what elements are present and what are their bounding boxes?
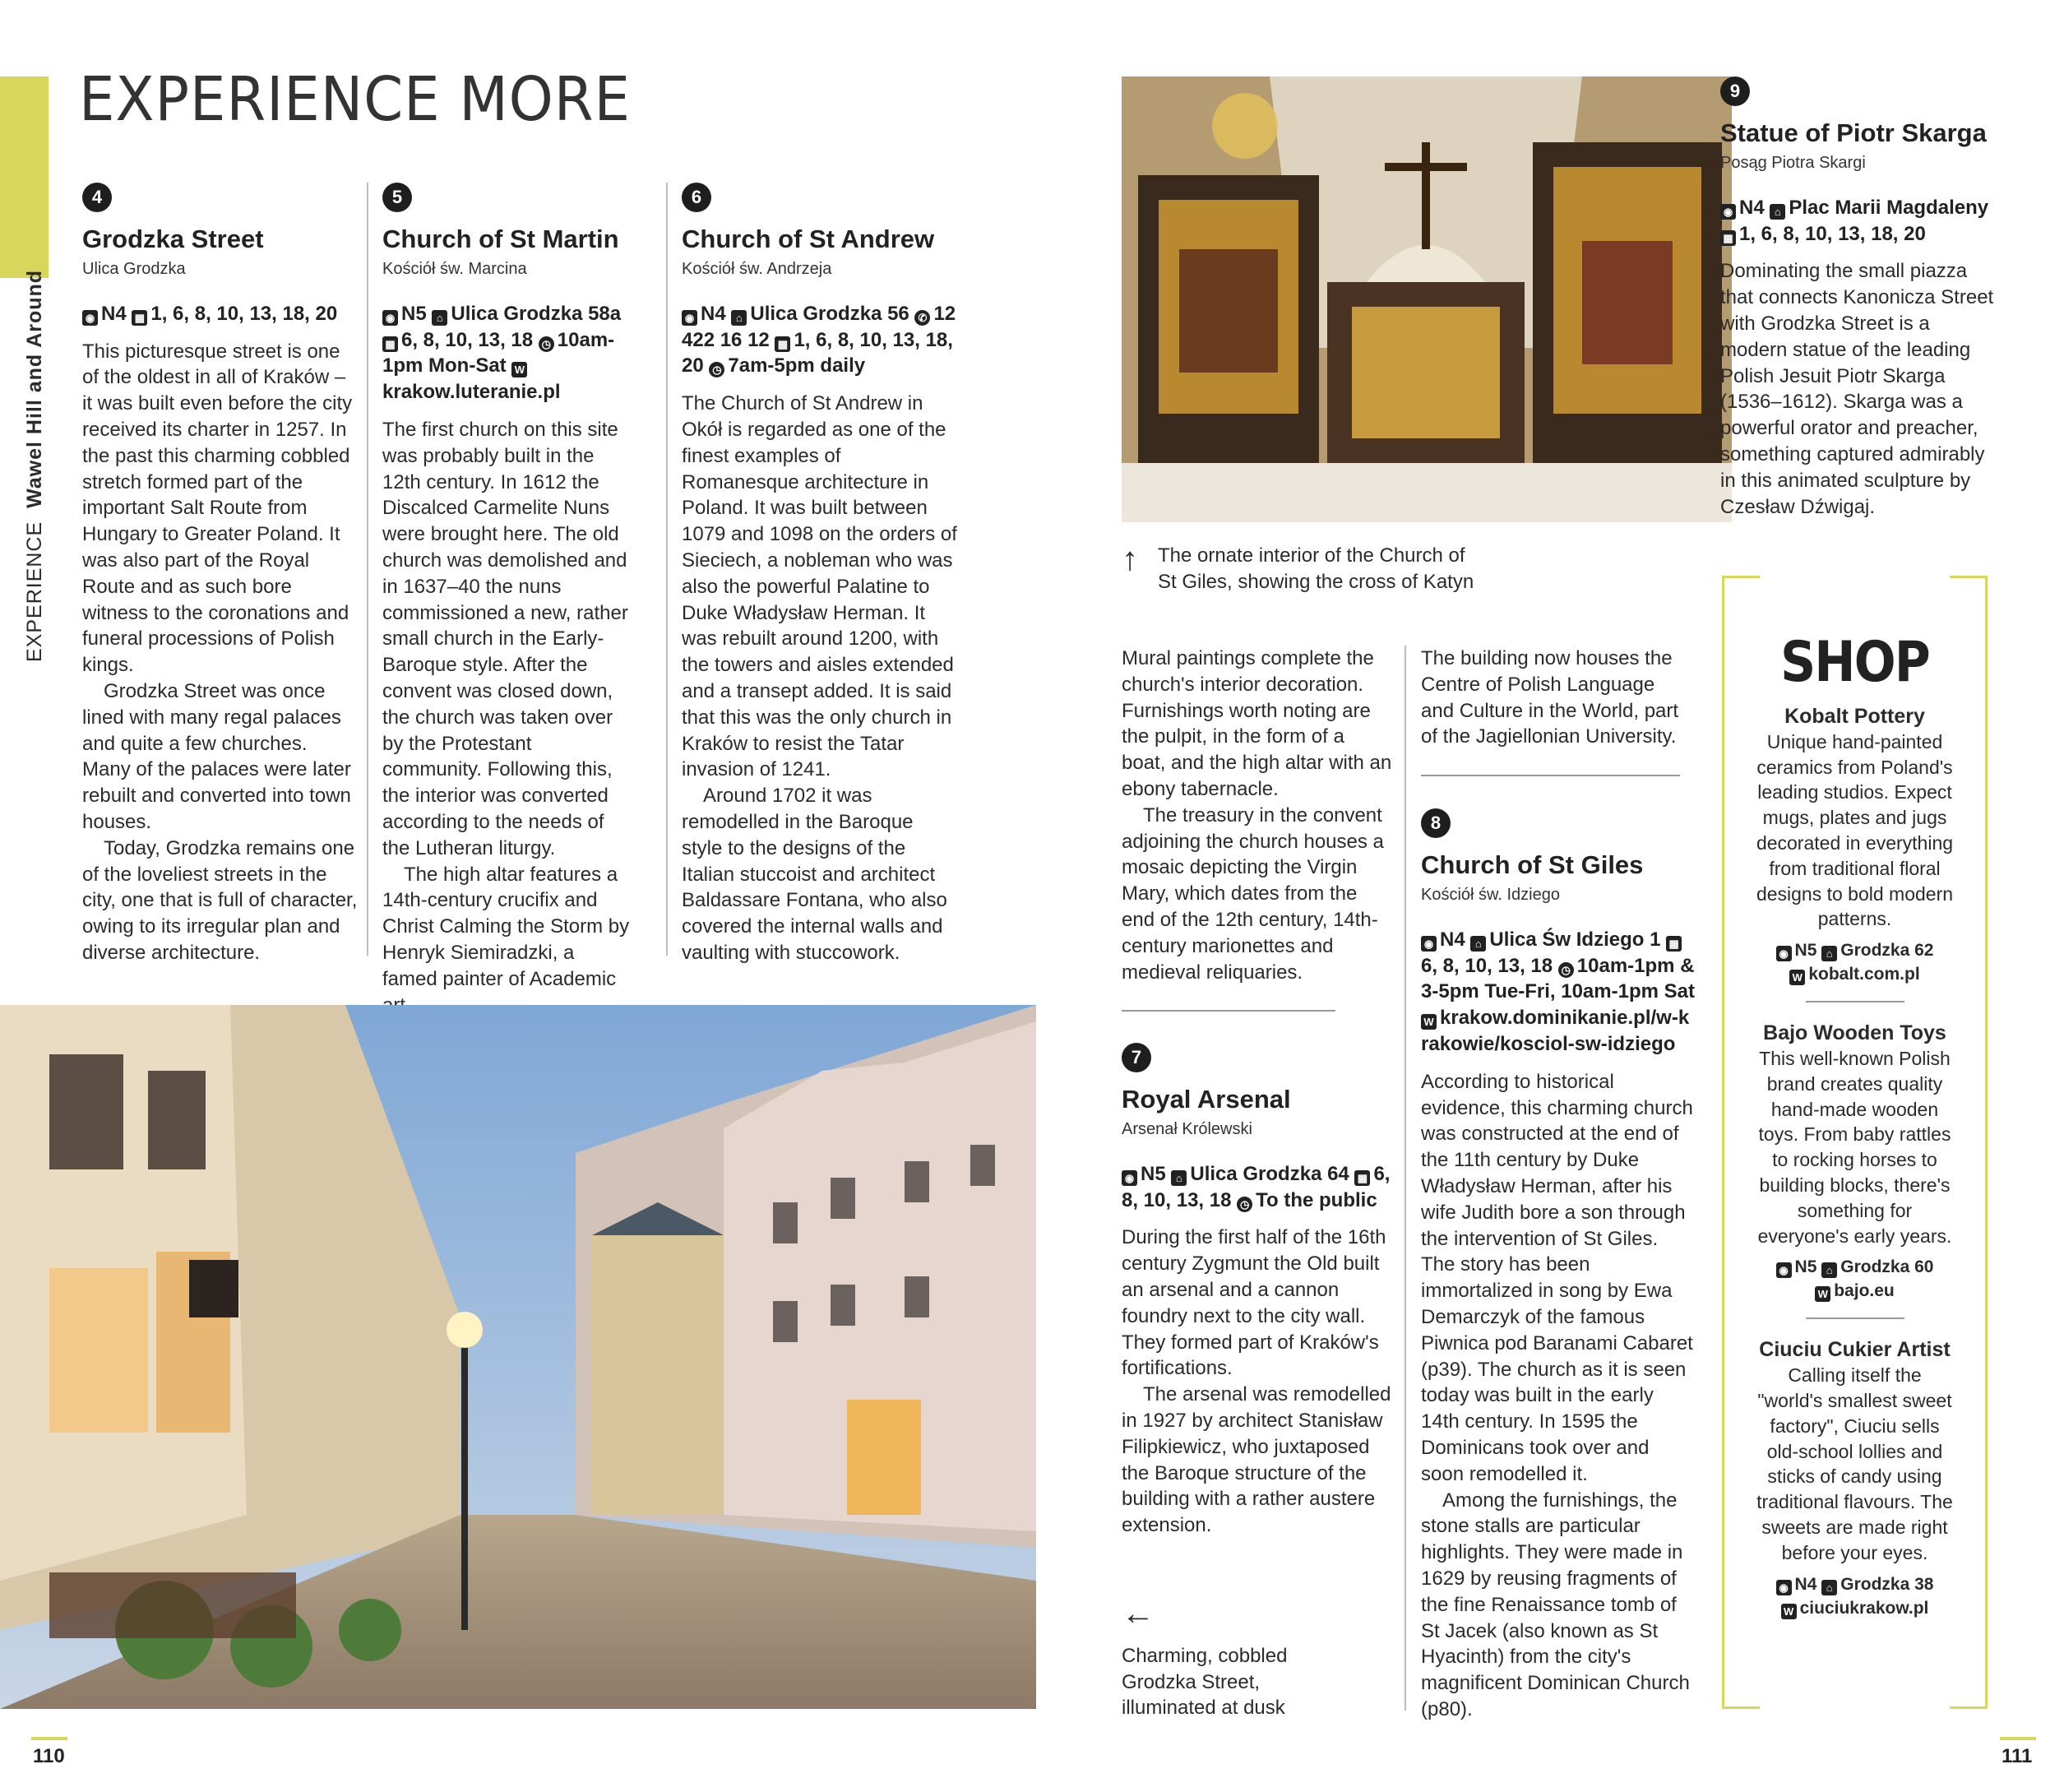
entry-grodzka-street — [82, 183, 358, 966]
entry-number: 6 — [682, 183, 711, 212]
entry-title: Church of St Giles — [1421, 850, 1644, 879]
page-number-left: 110 — [33, 1745, 65, 1767]
section-color-tab — [0, 76, 49, 278]
entry-info: ◉ N5 ⌂ Ulica Grodzka 64 ▦ 6, 8, 10, 13, 18 ◷ To the public — [1122, 1162, 1391, 1211]
entry-title: Grodzka Street — [82, 225, 264, 253]
entry-subtitle: Kościół św. Idziego — [1421, 886, 1560, 904]
entry-body: According to historical evidence, this charming church was constructed at the end of the 11th century by Duke Władysław Herman, after his wife Judith bore a son through the intervention of St Giles. The story has been immortalized in song by Ewa Demarczyk of the famous Piwnica pod Baranami Cabaret (p39). The church as it is seen today was built in the early 14th century. In 1595 the Dominicans took over and soon remodelled it. Among the furnishings, the stone stalls are particular highlights. They were made in 1629 by reusing fragments of the fine Renaissance tomb of St Jacek (also known as St Hyacinth) from the city's magnificent Dominican Church (p80). — [1421, 1070, 1693, 1720]
entry-body: This picturesque street is one of the oldest in all of Kraków – it was built even before the city received its charter in 1257. In the past this charming cobbled stretch formed part of the important Salt Route from Hungary to Greater Poland. It was also part of the Royal Route and as such bore witness to the coronations and funeral processions of Polish kings. Grodzka Street was once lined with many regal palaces and quite a few churches. Many of the palaces were later rebuilt and converted into town houses. Today, Grodzka remains one of the loveliest streets in the city, one that is full of character, owing to its irregular plan and diverse architecture. — [82, 340, 358, 964]
arrow-up-icon: ↑ — [1122, 541, 1138, 577]
st-giles-continuation-col2: The building now houses the Centre of Polish Language and Culture in the World, part of the Jagiellonian University. — [1421, 647, 1679, 748]
shop-item — [1722, 704, 1988, 986]
st-giles-interior-photo — [1122, 76, 1732, 522]
address-icon: ⌂ — [731, 310, 747, 326]
map-pin-icon: ◉ — [1720, 204, 1736, 220]
interior-photo-illustration — [1122, 76, 1732, 522]
map-pin-icon: ◉ — [382, 310, 398, 326]
shop-desc: Calling itself the "world's smallest sweet factory", Ciuciu sells old-school lollies and sticks of candy using traditional flavours. The sweets are made right before your eyes. — [1756, 1364, 1953, 1563]
page-number-bar-right — [2000, 1737, 2036, 1740]
entry-number: 7 — [1122, 1043, 1151, 1072]
entry-statue-piotr-skarga — [1720, 76, 1996, 520]
street-photo-caption: ← Charming, cobbled Grodzka Street, illuminated at dusk — [1122, 1595, 1368, 1721]
entry-church-st-andrew — [682, 183, 957, 966]
shop-separator — [1806, 1001, 1904, 1003]
column-divider — [367, 183, 368, 956]
web-icon: W — [1421, 1014, 1437, 1030]
entry-info: ◉ N4 ⌂ Plac Marii Magdaleny ▦ 1, 6, 8, 10, 13, 18, 20 — [1720, 195, 1996, 248]
clock-icon: ◷ — [1237, 1197, 1252, 1212]
map-pin-icon: ◉ — [1122, 1170, 1137, 1186]
entry-info: ◉ N4 ▦ 1, 6, 8, 10, 13, 18, 20 — [82, 301, 358, 327]
entry-separator — [1421, 775, 1680, 776]
map-pin-icon: ◉ — [1776, 946, 1792, 961]
address-icon: ⌂ — [1821, 1262, 1837, 1278]
entry-title: Royal Arsenal — [1122, 1085, 1291, 1114]
address-icon: ⌂ — [1470, 936, 1486, 952]
entry-subtitle: Kościół św. Andrzeja — [682, 260, 832, 278]
tram-icon: ▦ — [382, 336, 398, 352]
tram-icon: ▦ — [1354, 1170, 1370, 1186]
section-running-head: EXPERIENCE Wawel Hill and Around — [23, 269, 46, 662]
tram-icon: ▦ — [1720, 230, 1736, 246]
shop-sidebar — [1722, 576, 1988, 1709]
entry-title: Church of St Martin — [382, 225, 619, 253]
web-icon: W — [1789, 970, 1805, 985]
entry-subtitle: Kościół św. Marcina — [382, 260, 527, 278]
web-icon: W — [1781, 1604, 1797, 1619]
map-pin-icon: ◉ — [682, 310, 697, 326]
entry-info: ◉ N5 ⌂ Ulica Grodzka 58a ▦ 6, 8, 10, 13, 18 ◷ 10am-1pm Mon-Sat Wkrakow.luteranie.pl — [382, 302, 622, 404]
entry-body: During the first half of the 16th century Zygmunt the Old built an arsenal and a cannon foundry next to the city wall. They formed part of Kraków's fortifications. The arsenal was remodelled in 1927 by architect Stanisław Filipkiewicz, who juxtaposed the Baroque structure of the building with a rather austere extension. — [1122, 1226, 1391, 1537]
address-icon: ⌂ — [432, 310, 447, 326]
shop-info: ◉ N5 ⌂ Grodzka 62 W kobalt.com.pl — [1722, 938, 1988, 986]
entry-number: 5 — [382, 183, 412, 212]
column-divider — [1405, 646, 1406, 1711]
shop-info: ◉ N5 ⌂ Grodzka 60 W bajo.eu — [1722, 1255, 1988, 1303]
entry-title: Statue of Piotr Skarga — [1720, 118, 1987, 147]
page-number-bar-left — [31, 1737, 67, 1740]
entry-title: Church of St Andrew — [682, 225, 935, 253]
tram-icon: ▦ — [1666, 936, 1682, 952]
shop-content — [1722, 630, 1988, 1620]
entry-subtitle: Arsenał Królewski — [1122, 1120, 1252, 1138]
shop-name: Bajo Wooden Toys — [1763, 1021, 1946, 1045]
interior-photo-caption: ↑ The ornate interior of the Church of St Giles, showing the cross of Katyn — [1122, 541, 1474, 593]
phone-icon: ✆ — [914, 310, 930, 326]
shop-desc: Unique hand-painted ceramics from Poland's leading studios. Expect mugs, plates and jugs decorated in everything from traditional floral designs to bold modern patterns. — [1756, 730, 1954, 930]
entry-body: The Church of St Andrew in Okół is regarded as one of the finest examples of Romanesque architecture in Poland. It was built between 1079 and 1098 on the orders of Sieciech, a nobleman who was also the powerful Palatine to Duke Władysław Herman. It was rebuilt around 1200, with the towers and aisles extended and a transept added. It is said that this was the only church in Kraków to resist the Tatar invasion of 1241. Around 1702 it was remodelled in the Baroque style to the designs of the Italian stuccoist and architect Baldassare Fontana, who also covered the internal walls and vaulting with stuccowork. — [682, 392, 957, 964]
arrow-left-icon: ← — [1122, 1595, 1155, 1632]
address-icon: ⌂ — [1770, 204, 1785, 220]
column-divider — [666, 183, 668, 956]
shop-title: SHOP — [1780, 630, 1929, 695]
entry-church-st-giles — [1421, 808, 1696, 1723]
map-pin-icon: ◉ — [1421, 936, 1437, 952]
st-giles-continuation-col1: Mural paintings complete the church's interior decoration. Furnishings worth noting are the pulpit, in the form of a boat, and the high altar with an ebony tabernacle. The treasury in the convent adjoining the church houses a mosaic depicting the Virgin Mary, which dates from the end of the 12th century, 14th-century marionettes and medieval reliquaries. — [1122, 647, 1392, 984]
shop-name: Ciuciu Cukier Artist — [1759, 1338, 1951, 1362]
page-number-right: 111 — [2002, 1745, 2033, 1767]
shop-separator — [1806, 1317, 1904, 1319]
shop-item — [1722, 1021, 1988, 1303]
map-pin-icon: ◉ — [1776, 1262, 1792, 1278]
address-icon: ⌂ — [1821, 946, 1837, 961]
grodzka-street-photo — [0, 1005, 1036, 1709]
entry-number: 8 — [1421, 808, 1451, 838]
address-icon: ⌂ — [1171, 1170, 1187, 1186]
entry-church-st-martin — [382, 183, 633, 1018]
tram-icon: ▦ — [132, 310, 147, 326]
entry-royal-arsenal — [1122, 1043, 1393, 1539]
entry-info: ◉ N4 ⌂ Ulica Grodzka 56 ✆ 12 422 16 12 ▦ 1, 6, 8, 10, 13, 18, 20 ◷ 7am-5pm daily — [682, 302, 956, 377]
clock-icon: ◷ — [1558, 962, 1574, 978]
entry-number: 4 — [82, 183, 112, 212]
clock-icon: ◷ — [539, 336, 554, 352]
page-title: EXPERIENCE MORE — [79, 64, 631, 135]
shop-name: Kobalt Pottery — [1784, 705, 1925, 728]
entry-number: 9 — [1720, 76, 1750, 106]
map-pin-icon: ◉ — [1776, 1580, 1792, 1595]
tram-icon: ▦ — [775, 336, 790, 352]
web-icon: W — [1815, 1286, 1830, 1302]
entry-body: The first church on this site was probably built in the 12th century. In 1612 the Discalced Carmelite Nuns were brought here. The old church was demolished and in 1637–40 the nuns commissioned a new, rather small church in the Early-Baroque style. After the convent was closed down, the church was taken over by the Protestant community. Following this, the interior was converted according to the needs of the Lutheran liturgy. The high altar features a 14th-century crucifix and Christ Calming the Storm by Henryk Siemiradzki, a famed painter of Academic — [382, 418, 630, 990]
street-photo-illustration — [0, 1005, 1036, 1709]
address-icon: ⌂ — [1821, 1580, 1837, 1595]
entry-separator — [1122, 1010, 1335, 1012]
shop-desc: This well-known Polish brand creates quality hand-made wooden toys. From baby rattles to rocking horses to building blocks, there's something for everyone's early years. — [1757, 1047, 1952, 1247]
clock-icon: ◷ — [709, 362, 724, 377]
entry-info: ◉ N4 ⌂ Ulica Św Idziego 1 ▦6, 8, 10, 13, 18 ◷ 10am-1pm & 3-5pm Tue-Fri, 10am-1pm Sat W krakow.dominikanie.pl/w-krakowie/kosciol-sw-idziego — [1421, 928, 1695, 1055]
shop-item — [1722, 1337, 1988, 1619]
map-pin-icon: ◉ — [82, 310, 98, 326]
entry-subtitle: Posąg Piotra Skargi — [1720, 154, 1866, 172]
entry-body: Dominating the small piazza that connects Kanonicza Street with Grodzka Street is a modern statue of the leading Polish Jesuit Piotr Skarga (1536–1612). Skarga was a powerful orator and preacher, something captured admirably in this animated sculpture by Czesław Dźwigaj. — [1720, 260, 1994, 518]
entry-subtitle: Ulica Grodzka — [82, 260, 186, 278]
web-icon: W — [511, 362, 527, 377]
shop-info: ◉ N4 ⌂ Grodzka 38 W ciuciukrakow.pl — [1722, 1572, 1988, 1620]
